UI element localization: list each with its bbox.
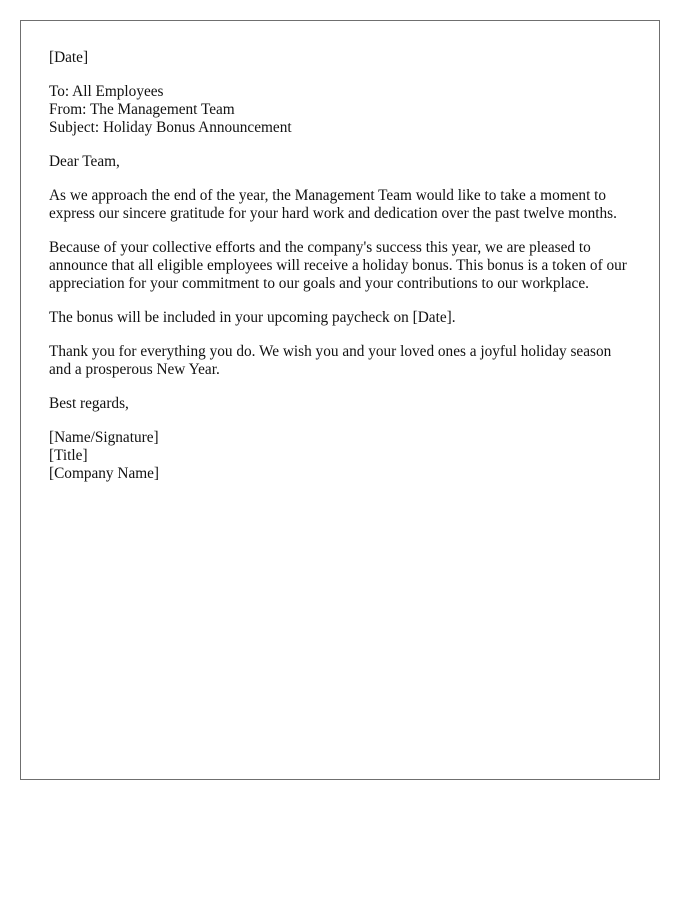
header-subject: Subject: Holiday Bonus Announcement — [49, 119, 292, 136]
paragraph-holiday-wishes: Thank you for everything you do. We wish you and your loved ones a joyful holiday season and a prosperous New Year. — [49, 343, 612, 378]
letter-page — [20, 20, 660, 780]
signature-title: [Title] — [49, 447, 88, 464]
signature-name: [Name/Signature] — [49, 429, 159, 446]
header-to: To: All Employees — [49, 83, 164, 100]
letter-date: [Date] — [49, 49, 89, 66]
signature-company: [Company Name] — [49, 465, 160, 482]
letter-closing: Best regards, — [49, 395, 129, 412]
header-from: From: The Management Team — [49, 101, 235, 118]
letter-header — [49, 83, 635, 137]
paragraph-bonus-announcement: Because of your collective efforts and the company's success this year, we are pleased to announce that all eligible employees will receive a holiday bonus. This bonus is a token of our appreciation for your commitment to our goals and your contributions to our workplace. — [49, 239, 627, 292]
letter-body — [49, 49, 635, 499]
paragraph-payment-date: The bonus will be included in your upcoming paycheck on [Date]. — [49, 309, 456, 326]
letter-greeting: Dear Team, — [49, 153, 120, 170]
paragraph-gratitude: As we approach the end of the year, the Management Team would like to take a moment to express our sincere gratitude for your hard work and dedication over the past twelve months. — [49, 187, 617, 222]
letter-signature — [49, 429, 635, 483]
